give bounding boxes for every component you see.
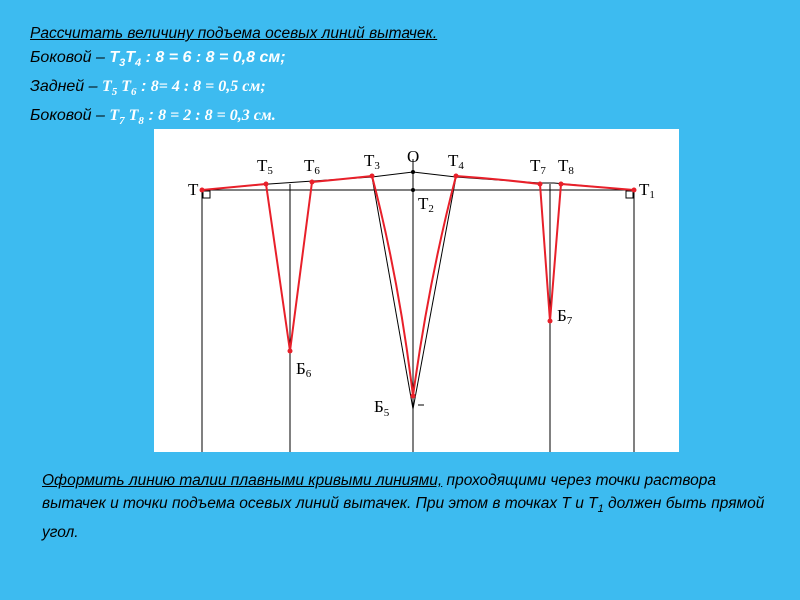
line1-prefix: Боковой – [30, 49, 110, 66]
footer-text-2: должен быть прямой угол. [42, 495, 765, 542]
point-b7 [548, 319, 553, 324]
label-t: Т [188, 180, 199, 199]
label-t2: Т2 [418, 194, 434, 215]
point-t7 [538, 182, 543, 187]
line3-formula: 8 = 2 : 8 = 0,3 см. [158, 107, 276, 125]
point-t3 [370, 174, 375, 179]
line3-sub-a: 7 [119, 115, 125, 128]
dart-left-construction [372, 177, 413, 409]
point-t8 [559, 182, 564, 187]
line1-sub-a: 3 [119, 57, 126, 70]
point-o [411, 170, 415, 174]
line3-sub-b: 8 [138, 115, 144, 128]
line1-point-a: Т [109, 49, 120, 66]
right-angle-mark-t [203, 191, 210, 198]
side-dart-curve-t7-b7-t8 [456, 176, 634, 321]
header-text-block [30, 22, 437, 134]
label-t7: Т7 [530, 156, 546, 177]
line3-colon: : [143, 107, 159, 125]
point-t2 [411, 188, 415, 192]
point-b5 [411, 394, 416, 399]
label-t6: Т6 [304, 156, 320, 177]
label-b5: $Б_5$ [374, 397, 390, 419]
line3-point-a: Т [109, 107, 120, 125]
footer-text-1: проходящими через точки раствора вытачек и точки подъема осевых линий вытачек. При этом в точках Т и Т [42, 472, 717, 512]
right-angle-mark-t1 [626, 191, 633, 198]
back-dart-curve-t5-b6-t6 [202, 176, 372, 351]
header-line-side-dart-t3t4 [30, 46, 437, 75]
label-t1: Т1 [639, 180, 655, 201]
label-o: О [407, 147, 420, 166]
label-t8: Т8 [558, 156, 574, 177]
line2-point-b: Т [117, 78, 132, 96]
line2-formula: 8= 4 : 8 = 0,5 см; [150, 78, 266, 96]
line2-point-a: Т [101, 78, 112, 96]
line1-sub-b: 4 [135, 57, 142, 70]
label-b7: Б7 [557, 306, 573, 327]
label-t4: Т4 [448, 151, 464, 172]
pattern-diagram-panel [154, 129, 679, 452]
point-b6 [288, 349, 293, 354]
point-t1 [632, 188, 637, 193]
label-b6: Б6 [296, 359, 312, 380]
footer-sub: 1 [597, 503, 604, 516]
line3-prefix: Боковой – [30, 107, 110, 125]
footer-instruction [42, 469, 772, 544]
line3-point-b: Т [124, 107, 139, 125]
line1-formula: : 8 = 6 : 8 = 0,8 см; [141, 49, 286, 66]
point-t5 [264, 182, 269, 187]
header-line-back-dart-t5t6 [30, 75, 437, 104]
point-t6 [310, 180, 315, 185]
waist-dart-diagram [154, 129, 679, 452]
footer-underlined: Оформить линию талии плавными кривыми линиями, [42, 472, 443, 489]
line2-colon: : [136, 78, 151, 96]
label-t5: Т5 [257, 156, 273, 177]
point-t4 [454, 174, 459, 179]
center-dart-curve-t3-b5-t4 [372, 176, 456, 396]
line1-point-b: Т [125, 49, 136, 66]
line2-sub-b: 6 [131, 86, 137, 99]
header-title: Рассчитать величину подъема осевых линий вытачек. [30, 25, 438, 42]
line2-prefix: Задней – [30, 78, 102, 96]
point-labels [188, 147, 655, 419]
line2-sub-a: 5 [111, 86, 118, 99]
label-t3: Т3 [364, 151, 380, 172]
point-t [200, 188, 205, 193]
